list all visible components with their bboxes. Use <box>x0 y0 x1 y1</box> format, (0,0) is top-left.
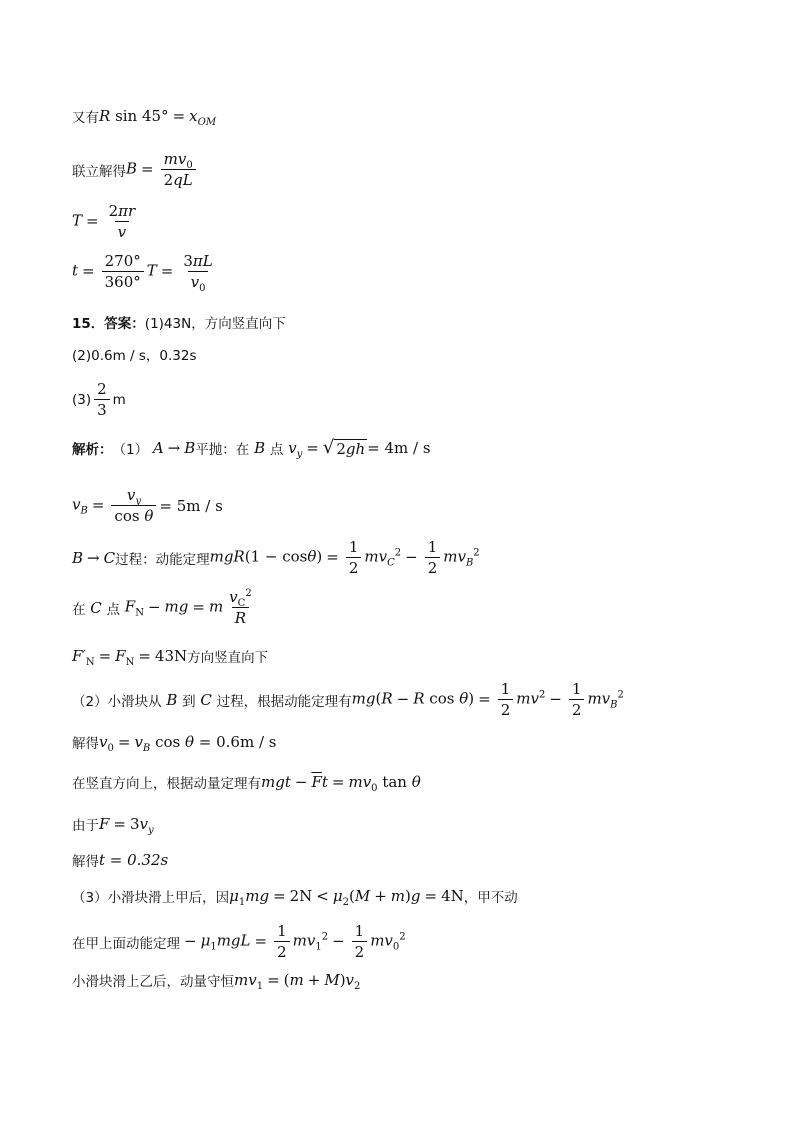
line-15 <box>72 772 421 792</box>
equation: $v_y$ = √ 2gh <box>283 436 366 460</box>
equation: T = $\frac{2\pi r}{v}$ <box>72 202 136 241</box>
answer-text: (1)43N，方向竖直向下 <box>144 316 286 332</box>
line-16 <box>72 814 154 834</box>
equation: mgR(1 − cosθ) = $\frac{1}{2}$ $mv_C^2$ − $\frac{1}{2}$ $mv_B^2$ <box>209 538 480 577</box>
equation: $\mu_1mg = 2N < \mu_2(M + m)g = 4N$ <box>229 887 464 908</box>
line-1 <box>72 106 216 126</box>
line-2 <box>72 150 199 189</box>
equation: t = $\frac{270^\circ}{360^\circ}$ T = $\frac{3\pi L}{v_0}$ <box>72 252 213 294</box>
question-number: 15． <box>72 316 105 332</box>
text: 在甲上面动能定理 <box>72 935 180 952</box>
line-3 <box>72 202 141 241</box>
line-18 <box>72 886 518 906</box>
line-5 <box>72 312 286 332</box>
equation: $F'_N = F_N = 43N$ <box>72 647 188 668</box>
equation: $mv_1 = (m + M)v_2$ <box>234 971 361 992</box>
equation: $v_0 = v_B$ cos θ <box>99 733 199 754</box>
text: 过程：动能定理 <box>115 551 210 568</box>
text: 在竖直方向上，根据动量定理有 <box>72 776 261 792</box>
line-6 <box>72 344 197 364</box>
result: = 4m / s <box>367 439 431 457</box>
analysis-label: 解析： <box>72 442 113 458</box>
text: 在 <box>72 601 86 618</box>
line-9 <box>72 486 223 525</box>
line-7 <box>72 380 126 419</box>
equation: $F = 3v_y$ <box>99 815 154 836</box>
equation: $\frac{2}{3}$ <box>91 380 113 419</box>
equation: $F_N$ − mg = m $\frac{v_C^2}{R}$ <box>120 588 252 627</box>
line-13 <box>72 680 624 719</box>
equation: B <box>161 690 183 709</box>
line-12 <box>72 646 268 666</box>
equation: − $\mu_1mgL$ = $\frac{1}{2}$ $mv_1^2$ − $\frac{1}{2}$ $mv_0^2$ <box>184 922 406 961</box>
equation: A → B <box>148 439 196 457</box>
text: （3）小滑块滑上甲后，因 <box>72 890 230 906</box>
text: 由于 <box>72 818 99 834</box>
answer-label: 答案： <box>104 316 145 332</box>
equation: B → C <box>72 548 116 567</box>
text: 点 <box>269 442 284 458</box>
text: 解得 <box>72 854 99 870</box>
result: = 0.6m / s <box>198 733 277 751</box>
equation: mg(R − R cos θ) = $\frac{1}{2}$ $mv^2$ − $\frac{1}{2}$ $mv_B^2$ <box>351 680 624 719</box>
unit: m <box>112 391 126 408</box>
text: （1） <box>112 442 149 458</box>
equation: B = $\frac{mv_0}{2qL}$ <box>126 150 199 189</box>
text: 小滑块滑上乙后，动量守恒 <box>72 974 234 990</box>
line-20 <box>72 970 360 990</box>
equation: C <box>85 598 107 617</box>
line-17 <box>72 850 168 870</box>
equation: $v_B$ = $\frac{v_y}{\text{cos θ}}$ <box>72 486 159 525</box>
result: = 5m / s <box>159 496 223 515</box>
text: 方向竖直向下 <box>187 650 269 666</box>
equation: R $\sin 45^\circ = x_{OM}$ <box>99 107 217 128</box>
text: 联立解得 <box>72 163 126 180</box>
text: (3) <box>72 391 92 408</box>
text: 到 <box>182 693 196 710</box>
answer-text: (2)0.6m / s，0.32s <box>72 348 197 364</box>
line-19 <box>72 922 406 961</box>
result: t = 0.32s <box>99 851 169 869</box>
line-14 <box>72 732 276 752</box>
text: 又有 <box>72 110 99 126</box>
text: 点 <box>106 601 121 618</box>
text: 平抛：在 <box>195 442 250 458</box>
line-8 <box>72 438 431 458</box>
line-11 <box>72 588 258 627</box>
text: 过程，根据动能定理有 <box>216 693 352 710</box>
text: 解得 <box>72 736 99 752</box>
text: ，甲不动 <box>463 890 518 906</box>
line-4 <box>72 252 219 294</box>
text: （2）小滑块从 <box>72 693 162 710</box>
equation: B <box>249 439 270 457</box>
equation: mgt − $\overline{F}t = mv_0$ tan θ <box>261 773 421 794</box>
line-10 <box>72 538 480 577</box>
equation: C <box>195 690 217 709</box>
